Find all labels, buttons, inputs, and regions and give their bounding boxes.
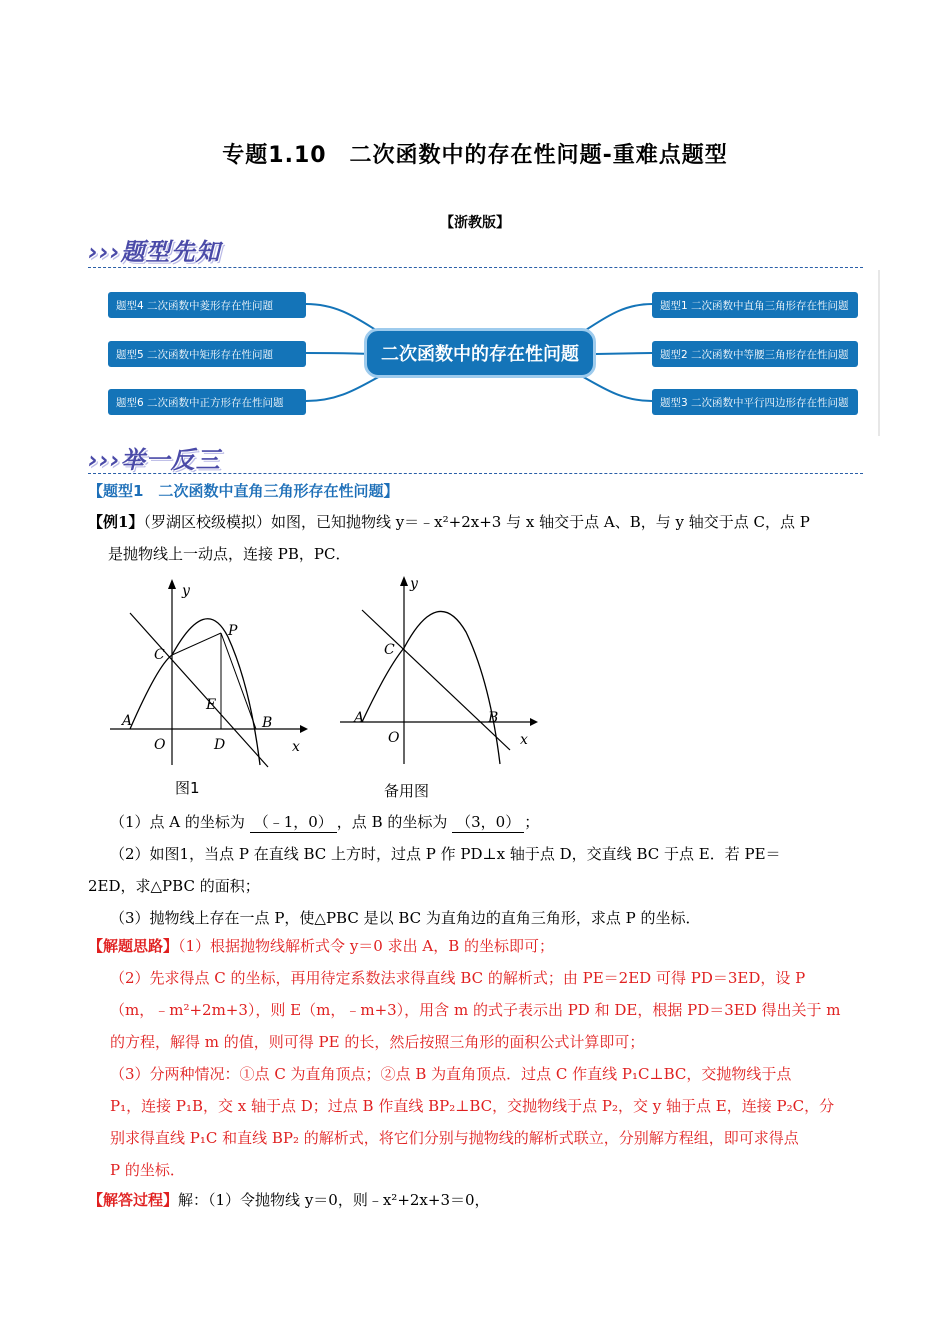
question-2-line1: （2）如图1，当点 P 在直线 BC 上方时，过点 P 作 PD⊥x 轴于点 D，交直线 BC 于点 E．若 PE＝ xyxy=(110,845,781,863)
label-P: P xyxy=(228,623,238,639)
question-1: （1）点 A 的坐标为 （﹣1，0） ，点 B 的坐标为 （3，0） ； xyxy=(110,813,540,831)
mindmap-item-type6: 题型6 二次函数中正方形存在性问题 xyxy=(108,389,306,415)
label-O: O xyxy=(154,737,166,753)
analysis-line4: 的方程，解得 m 的值，则可得 PE 的长，然后按照三角形的面积公式计算即可； xyxy=(110,1033,645,1051)
figure-spare-caption: 备用图 xyxy=(384,782,430,800)
example-line2: 是抛物线上一动点，连接 PB，PC． xyxy=(108,545,351,563)
label-B: B xyxy=(488,710,499,726)
question-2-line2: 2ED，求△PBC 的面积； xyxy=(88,877,260,895)
mindmap xyxy=(96,270,880,436)
answer-b: （3，0） xyxy=(452,812,524,833)
label-E: E xyxy=(206,697,217,713)
mindmap-item-type5: 题型5 二次函数中矩形存在性问题 xyxy=(108,341,306,367)
analysis-line5: （3）分两种情况：①点 C 为直角顶点；②点 B 为直角顶点．过点 C 作直线 P₁C⊥BC，交抛物线于点 xyxy=(110,1065,792,1083)
section-heading: 【题型1 二次函数中直角三角形存在性问题】 xyxy=(88,482,399,500)
figure-1-caption: 图1 xyxy=(175,779,200,797)
label-C: C xyxy=(384,642,395,658)
figure-spare xyxy=(340,572,540,772)
analysis-line1: 【解题思路】（1）根据抛物线解析式令 y＝0 求出 A，B 的坐标即可； xyxy=(88,937,555,955)
label-A: A xyxy=(354,710,365,726)
mindmap-item-type4: 题型4 二次函数中菱形存在性问题 xyxy=(108,292,306,318)
mindmap-item-type3: 题型3 二次函数中平行四边形存在性问题 xyxy=(652,389,858,415)
divider xyxy=(88,267,863,268)
label-O: O xyxy=(388,730,400,746)
banner-question-types: ›››题型先知 xyxy=(88,238,221,266)
banner-examples: ›››举一反三 xyxy=(88,446,221,474)
figure-1 xyxy=(110,575,310,775)
analysis-line8: P 的坐标． xyxy=(110,1161,185,1179)
mindmap-item-type2: 题型2 二次函数中等腰三角形存在性问题 xyxy=(652,341,858,367)
arrow-icon: ››› xyxy=(88,446,121,474)
analysis-line7: 别求得直线 P₁C 和直线 BP₂ 的解析式，将它们分别与抛物线的解析式联立，分别解方程组，即可求得点 xyxy=(110,1129,799,1147)
label-y: y xyxy=(410,576,418,592)
label-y: y xyxy=(182,583,190,599)
mindmap-center: 二次函数中的存在性问题 xyxy=(364,328,596,378)
edition-label: 【浙教版】 xyxy=(440,215,510,231)
answer-a: （﹣1，0） xyxy=(250,812,337,833)
divider xyxy=(88,473,863,474)
label-x: x xyxy=(292,739,300,755)
arrow-icon: ››› xyxy=(88,238,121,266)
analysis-line3: （m，﹣m²+2m+3），则 E（m，﹣m+3），用含 m 的式子表示出 PD 和 DE，根据 PD＝3ED 得出关于 m xyxy=(110,1001,841,1019)
label-A: A xyxy=(122,713,133,729)
label-B: B xyxy=(262,715,273,731)
analysis-line6: P₁，连接 P₁B，交 x 轴于点 D；过点 B 作直线 BP₂⊥BC，交抛物线于点 P₂，交 y 轴于点 E，连接 P₂C，分 xyxy=(110,1097,835,1115)
page-title: 专题1.10 二次函数中的存在性问题-重难点题型 xyxy=(222,143,728,168)
mindmap-item-type1: 题型1 二次函数中直角三角形存在性问题 xyxy=(652,292,858,318)
label-C: C xyxy=(154,647,165,663)
question-3: （3）抛物线上存在一点 P，使△PBC 是以 BC 为直角边的直角三角形，求点 P 的坐标． xyxy=(110,909,701,927)
example-line1: 【例1】（罗湖区校级模拟）如图，已知抛物线 y＝﹣x²+2x+3 与 x 轴交于点 A、B，与 y 轴交于点 C，点 P xyxy=(88,513,810,531)
solution-line1: 【解答过程】解：（1）令抛物线 y＝0，则﹣x²+2x+3＝0， xyxy=(88,1191,490,1209)
analysis-line2: （2）先求得点 C 的坐标，再用待定系数法求得直线 BC 的解析式；由 PE＝2ED 可得 PD＝3ED，设 P xyxy=(110,969,806,987)
label-x: x xyxy=(520,732,528,748)
label-D: D xyxy=(214,737,226,753)
